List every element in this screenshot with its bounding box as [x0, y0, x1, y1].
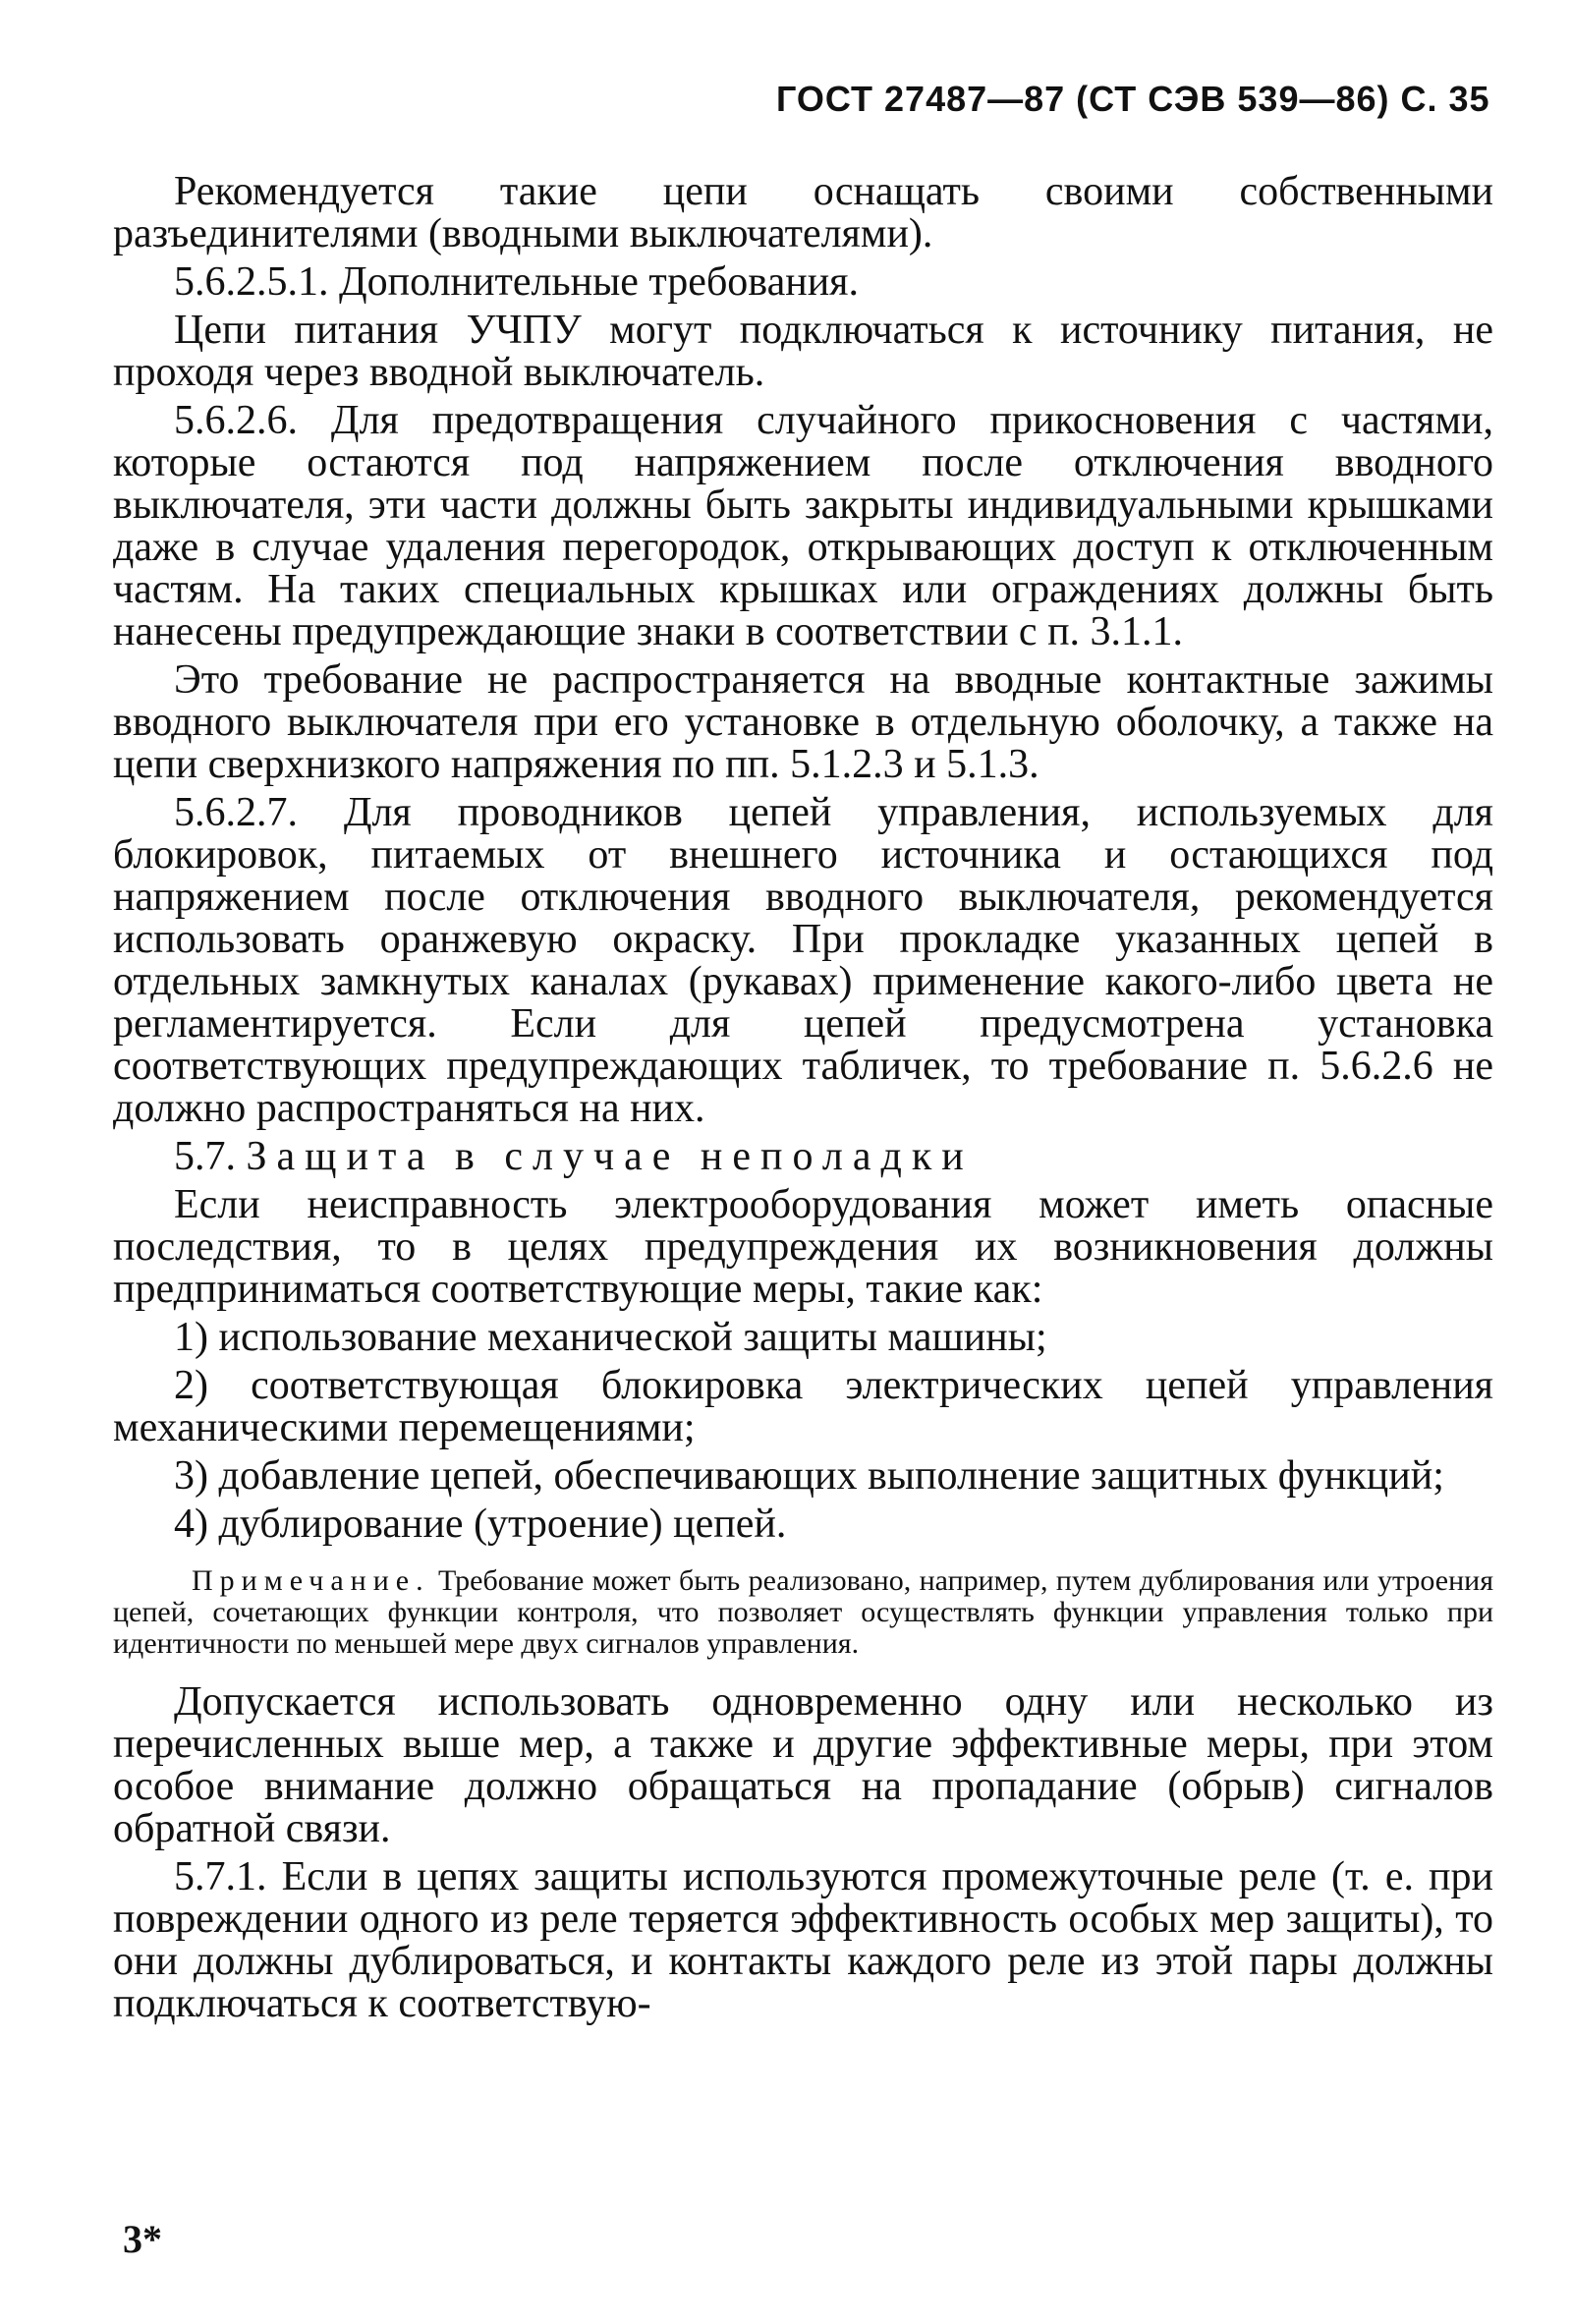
- section-intro: Если неисправность электрооборудования может иметь опасные последствия, то в целях предупреждения их возникновения должны предприниматься соответствующие меры, такие как:: [113, 1182, 1493, 1312]
- signature-mark: 3*: [123, 2217, 162, 2261]
- paragraph: 5.6.2.6. Для предотвращения случайного прикосновения с частями, которые остаются под напряжением после отключения вводного выключателя, эти части должны быть закрыты индивидуальными крышками даже в случае удаления перегородок, открывающих доступ к отключенным частям. На таких специальных крышках или ограждениях должны быть нанесены предупреждающие знаки в соответствии с п. 3.1.1.: [113, 398, 1493, 654]
- paragraph: Допускается использовать одновременно одну или несколько из перечисленных выше мер, а также и другие эффективные меры, при этом особое внимание должно обращаться на пропадание (обрыв) сигналов обратной связи.: [113, 1679, 1493, 1851]
- page-header: ГОСТ 27487—87 (СТ СЭВ 539—86) С. 35: [776, 79, 1490, 119]
- paragraph: 5.6.2.7. Для проводников цепей управления, используемых для блокировок, питаемых от внешнего источника и остающихся под напряжением после отключения вводного выключателя, рекомендуется использовать оранжевую окраску. При прокладке указанных цепей в отдельных замкнутых каналах (рукавах) применение какого-либо цвета не регламентируется. Если для цепей предусмотрена установка соответствующих предупреждающих табличек, то требование п. 5.6.2.6 не должно распространяться на них.: [113, 790, 1493, 1131]
- paragraph: Рекомендуется такие цепи оснащать своими собственными разъединителями (вводными выключателями).: [113, 169, 1493, 256]
- list-item: 1) использование механической защиты машины;: [174, 1315, 1047, 1360]
- list-item: 3) добавление цепей, обеспечивающих выполнение защитных функций;: [174, 1453, 1444, 1499]
- paragraph: Цепи питания УЧПУ могут подключаться к источнику питания, не проходя через вводной выключатель.: [113, 308, 1493, 395]
- list-item: 4) дублирование (утроение) цепей.: [174, 1502, 787, 1547]
- paragraph: 5.6.2.5.1. Дополнительные требования.: [174, 259, 859, 305]
- note: [113, 1565, 1493, 1660]
- paragraph: Это требование не распространяется на вводные контактные зажимы вводного выключателя при его установке в отдельную оболочку, а также на цепи сверхнизкого напряжения по пп. 5.1.2.3 и 5.1.3.: [113, 657, 1493, 787]
- note-label: Примечание.: [192, 1564, 430, 1597]
- note-text: Требование может быть реализовано, например, путем дублирования или утроения цепей, сочетающих функции контроля, что позволяет осуществлять функции управления только при идентичности по меньшей мере двух сигналов управления.: [113, 1564, 1494, 1660]
- paragraph: 5.7.1. Если в цепях защиты используются промежуточные реле (т. е. при повреждении одного из реле теряется эффективность особых мер защиты), то они должны дублироваться, и контакты каждого реле из этой пары должны подключаться к соответствую-: [113, 1854, 1493, 2026]
- section-title: Защита в случае неполадки: [246, 1134, 974, 1179]
- list-item: 2) соответствующая блокировка электрических цепей управления механическими перемещениями;: [113, 1363, 1493, 1450]
- document-body: [113, 171, 1493, 2031]
- section-number: 5.7.: [174, 1134, 236, 1179]
- section-heading: [113, 1136, 1493, 1178]
